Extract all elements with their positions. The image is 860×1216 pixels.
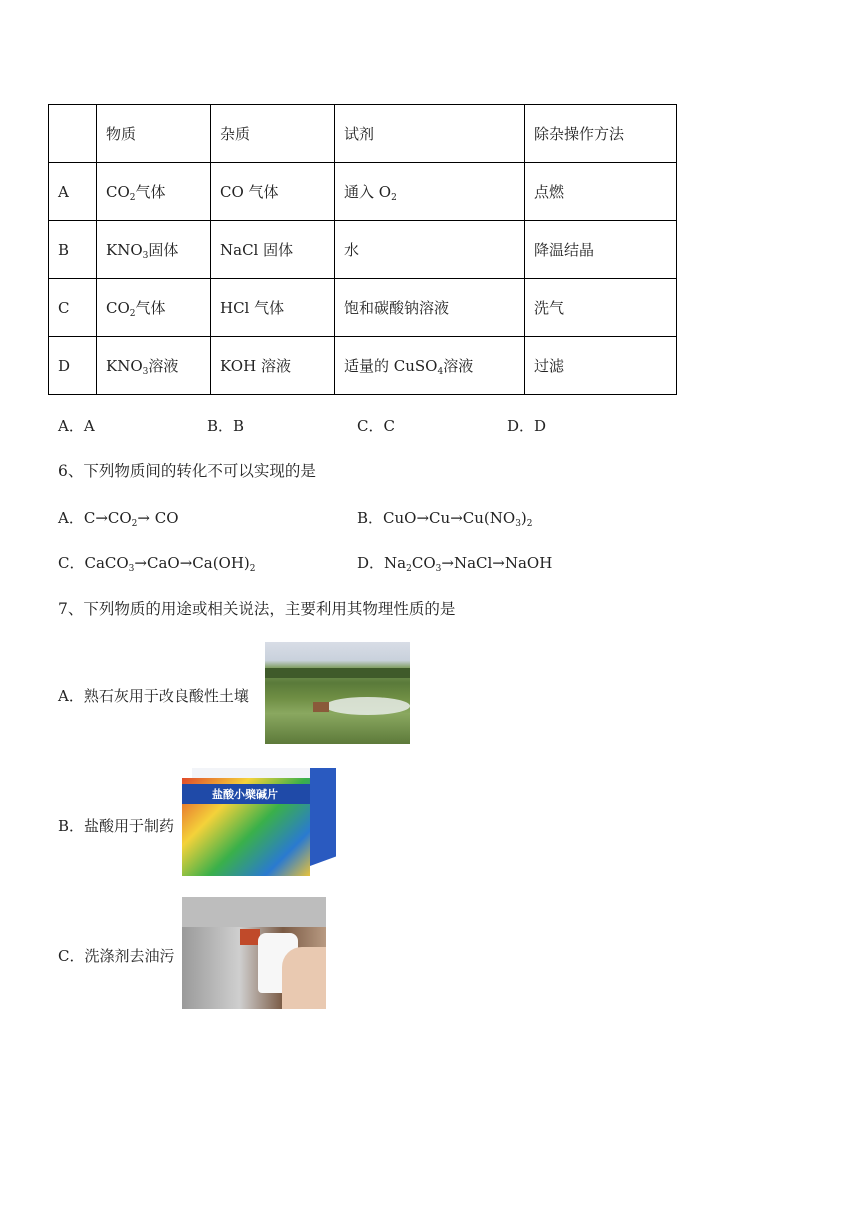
header-cell: 试剂 — [335, 105, 525, 163]
q7-stem: 7、下列物质的用途或相关说法，主要利用其物理性质的是 — [58, 600, 456, 618]
method-cell: 洗气 — [525, 279, 677, 337]
table-row — [49, 337, 677, 395]
impurity-cell: NaCl 固体 — [211, 221, 335, 279]
table-header-row — [49, 105, 677, 163]
substance-cell: $CO_2$气体 — [97, 279, 211, 337]
q5-option-d[interactable]: D．D — [507, 417, 547, 435]
q7-option-a[interactable]: A．熟石灰用于改良酸性土壤 — [58, 687, 249, 705]
impurity-cell: CO 气体 — [211, 163, 335, 221]
medicine-box-label: 盐酸小檗碱片 — [212, 788, 278, 801]
row-letter: B — [49, 221, 97, 279]
substance-cell: $KNO_3$固体 — [97, 221, 211, 279]
q7-option-b[interactable]: B．盐酸用于制药 — [58, 817, 175, 835]
substance-cell: $CO_2$气体 — [97, 163, 211, 221]
q5-option-a[interactable]: A．A — [58, 417, 95, 435]
table-row — [49, 221, 677, 279]
spray-cleaner-photo — [182, 897, 326, 1009]
q6-option-d[interactable]: D．$Na_2CO_3\to NaCl\to NaOH$ — [357, 554, 553, 574]
q5-option-b[interactable]: B．B — [207, 417, 245, 435]
row-letter: C — [49, 279, 97, 337]
row-letter: D — [49, 337, 97, 395]
q7-option-c[interactable]: C．洗涤剂去油污 — [58, 947, 175, 965]
header-cell: 物质 — [97, 105, 211, 163]
q6-option-c[interactable]: C．$CaCO_3\to CaO\to Ca(OH)_2$ — [58, 554, 256, 574]
row-letter: A — [49, 163, 97, 221]
table-row — [49, 163, 677, 221]
reagent-cell: 饱和碳酸钠溶液 — [335, 279, 525, 337]
header-cell — [49, 105, 97, 163]
reagent-cell: 通入 $O_2$ — [335, 163, 525, 221]
header-cell: 除杂操作方法 — [525, 105, 677, 163]
purification-table — [48, 104, 677, 395]
table-row — [49, 279, 677, 337]
substance-cell: $KNO_3$溶液 — [97, 337, 211, 395]
q6-option-b[interactable]: B．$CuO\to Cu\to Cu(NO_3)_2$ — [357, 509, 533, 529]
reagent-cell: 水 — [335, 221, 525, 279]
q6-option-a[interactable]: A．$C\to CO_2\to$ CO — [58, 509, 179, 529]
method-cell: 降温结晶 — [525, 221, 677, 279]
field-photo — [265, 642, 410, 744]
medicine-box-image — [182, 768, 336, 876]
reagent-cell: 适量的 CuSO$_4$溶液 — [335, 337, 525, 395]
q6-stem: 6、下列物质间的转化不可以实现的是 — [58, 462, 316, 480]
impurity-cell: HCl 气体 — [211, 279, 335, 337]
q5-option-c[interactable]: C．C — [357, 417, 395, 435]
method-cell: 点燃 — [525, 163, 677, 221]
method-cell: 过滤 — [525, 337, 677, 395]
impurity-cell: KOH 溶液 — [211, 337, 335, 395]
header-cell: 杂质 — [211, 105, 335, 163]
